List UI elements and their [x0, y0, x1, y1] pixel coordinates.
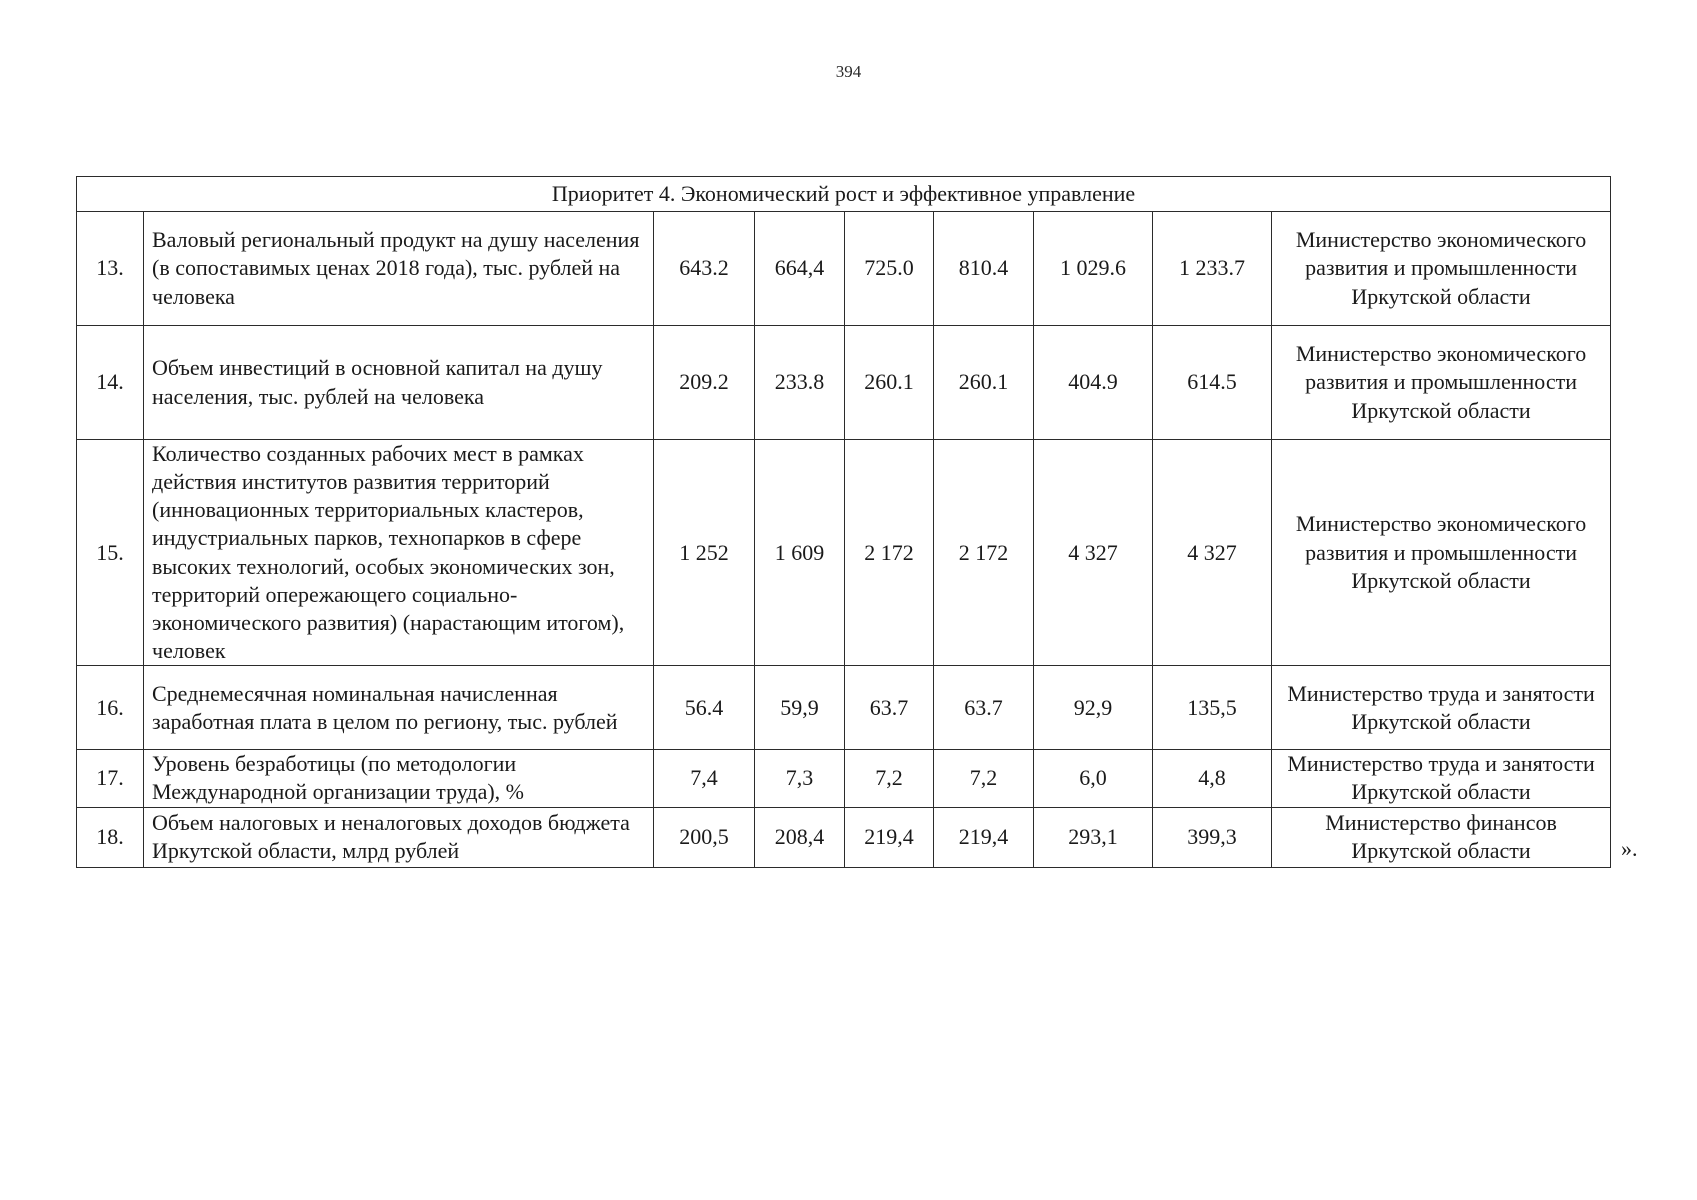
value-cell: 7,2 [845, 750, 934, 807]
row-number: 16. [77, 666, 144, 750]
value-cell: 7,2 [934, 750, 1034, 807]
table-row [77, 750, 1611, 807]
value-cell: 1 029.6 [1034, 212, 1153, 326]
indicator-name: Среднемесячная номинальная начисленная заработная плата в целом по региону, тыс. рублей [144, 666, 654, 750]
indicator-name: Объем налоговых и неналоговых доходов бюджета Иркутской области, млрд рублей [144, 807, 654, 867]
indicator-name: Уровень безработицы (по методологии Международной организации труда), % [144, 750, 654, 807]
indicators-table [76, 176, 1611, 868]
value-cell: 135,5 [1153, 666, 1272, 750]
row-number: 15. [77, 440, 144, 666]
value-cell: 725.0 [845, 212, 934, 326]
value-cell: 4 327 [1153, 440, 1272, 666]
row-number: 13. [77, 212, 144, 326]
value-cell: 233.8 [755, 326, 845, 440]
value-cell: 664,4 [755, 212, 845, 326]
table-row [77, 807, 1611, 867]
responsible-agency: Министерство финансов Иркутской области [1272, 807, 1611, 867]
value-cell: 92,9 [1034, 666, 1153, 750]
value-cell: 4 327 [1034, 440, 1153, 666]
indicator-name: Объем инвестиций в основной капитал на душу населения, тыс. рублей на человека [144, 326, 654, 440]
value-cell: 1 233.7 [1153, 212, 1272, 326]
value-cell: 810.4 [934, 212, 1034, 326]
responsible-agency: Министерство экономического развития и промышленности Иркутской области [1272, 440, 1611, 666]
value-cell: 293,1 [1034, 807, 1153, 867]
value-cell: 1 252 [654, 440, 755, 666]
value-cell: 219,4 [934, 807, 1034, 867]
value-cell: 208,4 [755, 807, 845, 867]
table-row [77, 326, 1611, 440]
value-cell: 614.5 [1153, 326, 1272, 440]
indicator-name: Количество созданных рабочих мест в рамках действия институтов развития территорий (инновационных территориальных кластеров, индустриальных парков, технопарков в сфере высоких технологий, особых экономических зон, территорий опережающего социально-экономического развития) (нарастающим итогом), человек [144, 440, 654, 666]
value-cell: 59,9 [755, 666, 845, 750]
section-header-row [77, 177, 1611, 212]
table-row [77, 212, 1611, 326]
value-cell: 404.9 [1034, 326, 1153, 440]
value-cell: 7,3 [755, 750, 845, 807]
indicator-name: Валовый региональный продукт на душу населения (в сопоставимых ценах 2018 года), тыс. рублей на человека [144, 212, 654, 326]
responsible-agency: Министерство труда и занятости Иркутской области [1272, 666, 1611, 750]
value-cell: 209.2 [654, 326, 755, 440]
row-number: 14. [77, 326, 144, 440]
closing-quote-mark: ». [1621, 836, 1638, 861]
table-row [77, 666, 1611, 750]
value-cell: 56.4 [654, 666, 755, 750]
value-cell: 200,5 [654, 807, 755, 867]
value-cell: 399,3 [1153, 807, 1272, 867]
value-cell: 4,8 [1153, 750, 1272, 807]
value-cell: 7,4 [654, 750, 755, 807]
value-cell: 1 609 [755, 440, 845, 666]
section-title: Приоритет 4. Экономический рост и эффективное управление [77, 177, 1611, 212]
value-cell: 2 172 [934, 440, 1034, 666]
value-cell: 63.7 [934, 666, 1034, 750]
responsible-agency: Министерство труда и занятости Иркутской области [1272, 750, 1611, 807]
value-cell: 260.1 [845, 326, 934, 440]
table-row [77, 440, 1611, 666]
value-cell: 6,0 [1034, 750, 1153, 807]
value-cell: 63.7 [845, 666, 934, 750]
value-cell: 2 172 [845, 440, 934, 666]
responsible-agency: Министерство экономического развития и промышленности Иркутской области [1272, 212, 1611, 326]
row-number: 18. [77, 807, 144, 867]
responsible-agency: Министерство экономического развития и промышленности Иркутской области [1272, 326, 1611, 440]
value-cell: 260.1 [934, 326, 1034, 440]
value-cell: 643.2 [654, 212, 755, 326]
value-cell: 219,4 [845, 807, 934, 867]
row-number: 17. [77, 750, 144, 807]
page-number: 394 [835, 62, 862, 81]
